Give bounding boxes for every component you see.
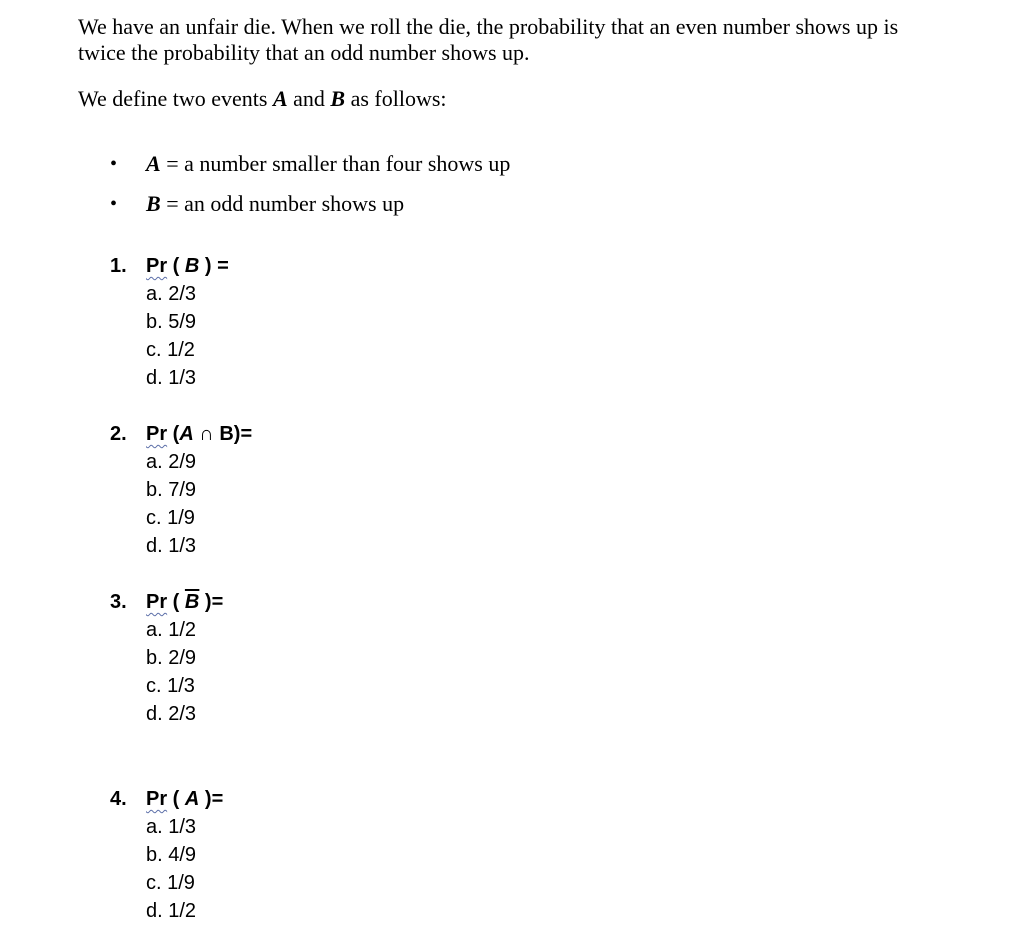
option-c: c. 1/2 <box>146 339 195 361</box>
option-d: d. 2/3 <box>146 703 197 725</box>
pr-variable: B <box>184 255 200 277</box>
option-b: b. 4/9 <box>146 844 197 866</box>
question-number: 2. <box>110 423 127 445</box>
event-var: B <box>146 191 161 216</box>
pr-variable: A <box>184 788 200 810</box>
question-number: 3. <box>110 591 127 613</box>
event-a-symbol: A <box>272 86 288 111</box>
definition-line <box>78 86 447 112</box>
question-1 <box>110 252 229 392</box>
pr-label: Pr <box>146 423 168 445</box>
option-d: d. 1/3 <box>146 367 197 389</box>
answer-options <box>110 813 223 925</box>
definition-prefix: We define two events <box>78 86 273 111</box>
option-c: c. 1/3 <box>146 675 195 697</box>
pr-close: )= <box>199 591 224 613</box>
option-a: a. 2/3 <box>146 283 197 305</box>
pr-variable-complement: $\overline{B}$ <box>184 591 200 613</box>
option-c: c. 1/9 <box>146 507 195 529</box>
event-text: = an odd number shows up <box>166 191 405 216</box>
answer-options <box>110 616 223 728</box>
pr-open: ( <box>167 591 185 613</box>
answer-options <box>110 280 229 392</box>
event-item-b <box>108 190 510 230</box>
pr-open: ( <box>167 255 185 277</box>
question-number: 1. <box>110 255 127 277</box>
pr-open: ( <box>167 423 180 445</box>
pr-label: Pr <box>146 591 168 613</box>
option-d: d. 1/3 <box>146 535 197 557</box>
option-a: a. 1/2 <box>146 619 197 641</box>
option-b: b. 2/9 <box>146 647 197 669</box>
pr-variable: A <box>179 423 194 445</box>
question-4 <box>110 785 223 925</box>
bullet-icon: • <box>110 153 118 175</box>
answer-options <box>110 448 252 560</box>
question-heading <box>110 588 223 616</box>
option-a: a. 2/9 <box>146 451 197 473</box>
option-a: a. 1/3 <box>146 816 197 838</box>
question-heading <box>110 785 223 813</box>
pr-open: ( <box>167 788 185 810</box>
pr-close: ∩ B)= <box>193 423 253 445</box>
question-heading <box>110 420 252 448</box>
event-var: A <box>146 151 161 176</box>
pr-close: )= <box>199 788 224 810</box>
intro-line-2: twice the probability that an odd number shows up. <box>78 40 530 65</box>
event-text: = a number smaller than four shows up <box>166 151 511 176</box>
definition-suffix: as follows: <box>345 86 447 111</box>
event-b-symbol: B <box>330 86 346 111</box>
problem-statement <box>78 14 978 66</box>
option-d: d. 1/2 <box>146 900 197 922</box>
question-2 <box>110 420 252 560</box>
option-c: c. 1/9 <box>146 872 195 894</box>
question-3 <box>110 588 223 728</box>
event-item-a <box>108 150 510 190</box>
option-b: b. 5/9 <box>146 311 197 333</box>
question-number: 4. <box>110 788 127 810</box>
pr-label: Pr <box>146 255 168 277</box>
definition-and: and <box>287 86 331 111</box>
bullet-icon: • <box>110 193 118 215</box>
intro-line-1: We have an unfair die. When we roll the die, the probability that an even number shows up is <box>78 14 899 39</box>
pr-label: Pr <box>146 788 168 810</box>
option-b: b. 7/9 <box>146 479 197 501</box>
event-list <box>108 150 510 230</box>
question-heading <box>110 252 229 280</box>
pr-close: ) = <box>199 255 229 277</box>
